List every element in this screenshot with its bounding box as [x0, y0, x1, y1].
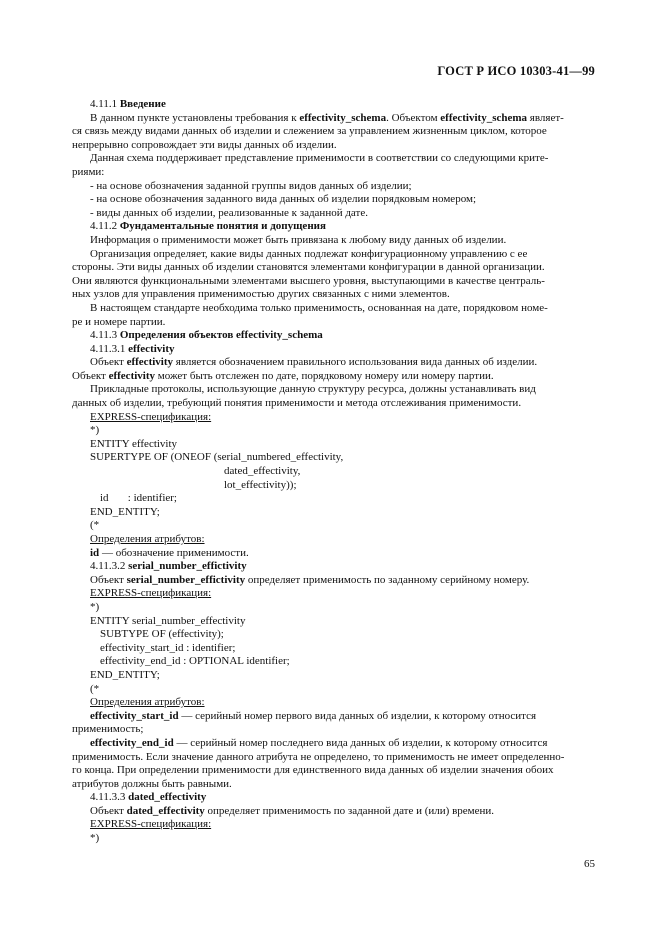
text-span: ре и номере партии.: [72, 315, 166, 328]
text-line: [72, 370, 598, 384]
text-span: риями:: [72, 165, 105, 178]
bold-term: Определения объектов effectivity_schema: [119, 329, 323, 342]
standard-designation-header: ГОСТ Р ИСО 10303-41—99: [437, 64, 595, 78]
text-line: [72, 805, 598, 819]
text-span: стороны. Эти виды данных об изделии становятся элементами конфигурации в данной организации.: [72, 261, 545, 274]
text-line: [72, 411, 598, 425]
text-line: [72, 655, 598, 669]
underlined-heading: EXPRESS-спецификация:: [90, 410, 212, 423]
text-line: [72, 98, 598, 112]
page-number: 65: [584, 858, 595, 870]
text-span: Они являются функциональными элементами высшего уровня, выступающими в качестве централь-: [72, 274, 545, 287]
bold-term: Введение: [119, 98, 166, 110]
underlined-heading: Определения атрибутов:: [90, 696, 205, 709]
text-line: [72, 234, 598, 248]
bold-term: effectivity: [128, 342, 175, 355]
text-line: [72, 343, 598, 357]
text-line: [72, 492, 598, 506]
text-line: [72, 152, 598, 166]
text-span: определяет применимость по заданной дате и (или) времени.: [204, 804, 495, 817]
text-line: [72, 628, 598, 642]
text-line: [72, 125, 598, 139]
text-span: непрерывно сопровождает эти виды данных об изделии.: [72, 138, 337, 151]
text-line: [72, 832, 598, 846]
text-line: [72, 764, 598, 778]
text-span: dated_effectivity,: [224, 465, 301, 478]
bold-term: dated_effectivity: [126, 804, 205, 817]
text-line: [72, 383, 598, 397]
text-span: Объект: [90, 573, 127, 586]
page-body-text: [72, 98, 598, 846]
text-span: END_ENTITY;: [90, 505, 160, 518]
text-line: [72, 574, 598, 588]
text-line: [72, 261, 598, 275]
text-span: 4.11.1: [90, 98, 120, 110]
text-line: [72, 220, 598, 234]
text-line: [72, 356, 598, 370]
text-line: [72, 615, 598, 629]
text-span: — обозначение применимости.: [99, 546, 249, 559]
text-line: [72, 438, 598, 452]
text-line: [72, 533, 598, 547]
bold-term: effectivity: [126, 356, 174, 369]
text-line: [72, 696, 598, 710]
text-span: - виды данных об изделии, реализованные к заданной дате.: [90, 206, 368, 219]
text-span: данных об изделии, требующий понятия применимости и метода отслеживания применимости.: [72, 397, 522, 410]
text-span: SUPERTYPE OF (ONEOF (serial_numbered_effectivity,: [90, 451, 344, 464]
text-span: Информация о применимости может быть привязана к любому виду данных об изделии.: [90, 233, 507, 246]
bold-term: effectivity_schema: [440, 111, 528, 124]
bold-term: id: [90, 546, 100, 559]
text-line: [72, 193, 598, 207]
text-span: ENTITY effectivity: [90, 437, 178, 450]
text-line: [72, 669, 598, 683]
text-span: В данном пункте установлены требования к: [90, 111, 300, 124]
text-line: [72, 479, 598, 493]
underlined-heading: EXPRESS-спецификация:: [90, 818, 212, 831]
text-line: [72, 465, 598, 479]
text-line: [72, 248, 598, 262]
text-span: Прикладные протоколы, использующие данную структуру ресурса, должны устанавливать вид: [90, 383, 536, 396]
text-span: lot_effectivity));: [224, 478, 297, 491]
text-line: [72, 329, 598, 343]
text-line: [72, 139, 598, 153]
text-line: [72, 316, 598, 330]
text-span: являет-: [527, 111, 564, 124]
text-span: 4.11.2: [90, 220, 120, 233]
text-span: effectivity_start_id : identifier;: [100, 641, 236, 654]
text-span: 4.11.3.3: [90, 791, 129, 804]
text-span: Данная схема поддерживает представление применимости в соответствии со следующими крите-: [90, 152, 549, 165]
text-span: может быть отслежен по дате, порядковому номеру или номеру партии.: [155, 369, 494, 382]
text-span: 4.11.3.1: [90, 342, 129, 355]
text-span: определяет применимость по заданному серийному номеру.: [245, 573, 530, 586]
text-span: (*: [90, 682, 100, 695]
text-span: го конца. При определении применимости для единственного вида данных об изделии значения обоих: [72, 764, 554, 777]
text-span: effectivity_end_id : OPTIONAL identifier;: [100, 655, 290, 668]
text-line: [72, 288, 598, 302]
text-span: - на основе обозначения заданной группы видов данных об изделии;: [90, 179, 412, 192]
bold-term: Фундаментальные понятия и допущения: [119, 220, 326, 233]
text-line: [72, 112, 598, 126]
text-span: 4.11.3.2: [90, 560, 129, 573]
text-span: является обозначением правильного использования вида данных об изделии.: [173, 356, 538, 369]
text-line: [72, 207, 598, 221]
text-span: *): [90, 600, 100, 613]
bold-term: dated_effectivity: [128, 791, 207, 804]
bold-term: serial_number_effictivity: [126, 573, 246, 586]
text-span: SUBTYPE OF (effectivity);: [100, 628, 224, 641]
text-line: [72, 683, 598, 697]
text-line: [72, 710, 598, 724]
text-line: [72, 547, 598, 561]
text-span: - на основе обозначения заданного вида данных об изделии порядковым номером;: [90, 193, 476, 206]
text-span: ся связь между видами данных об изделии и слежением за управлением жизненным циклом, которое: [72, 125, 547, 138]
text-span: атрибутов должны быть равными.: [72, 777, 232, 790]
text-line: [72, 451, 598, 465]
text-span: (*: [90, 519, 100, 532]
text-line: [72, 587, 598, 601]
text-line: [72, 506, 598, 520]
text-span: применимость;: [72, 723, 144, 736]
text-span: Объект: [90, 804, 127, 817]
text-span: . Объектом: [386, 111, 441, 124]
text-line: [72, 397, 598, 411]
bold-term: effectivity_end_id: [90, 736, 174, 749]
text-line: [72, 642, 598, 656]
text-span: Организация определяет, какие виды данных подлежат конфигурационному управлению с ее: [90, 247, 528, 260]
bold-term: effectivity: [108, 369, 156, 382]
text-span: ных узлов для управления применимостью других связанных с ними элементов.: [72, 288, 450, 301]
text-line: [72, 778, 598, 792]
text-line: [72, 519, 598, 533]
text-line: [72, 560, 598, 574]
text-span: END_ENTITY;: [90, 668, 160, 681]
text-line: [72, 601, 598, 615]
text-span: Объект: [72, 369, 109, 382]
text-line: [72, 791, 598, 805]
text-line: [72, 275, 598, 289]
text-span: применимость. Если значение данного атрибута не определено, то применимость не имеет определенно-: [72, 750, 565, 763]
text-span: ENTITY serial_number_effectivity: [90, 614, 246, 627]
text-line: [72, 737, 598, 751]
underlined-heading: Определения атрибутов:: [90, 533, 205, 545]
bold-term: effectivity_schema: [299, 111, 387, 124]
bold-term: serial_number_effictivity: [128, 560, 247, 573]
text-line: [72, 723, 598, 737]
text-span: *): [90, 832, 100, 845]
text-line: [72, 751, 598, 765]
underlined-heading: EXPRESS-спецификация:: [90, 587, 212, 600]
text-line: [72, 166, 598, 180]
text-span: — серийный номер первого вида данных об изделии, к которому относится: [178, 709, 537, 722]
bold-term: effectivity_start_id: [90, 709, 179, 722]
text-span: Объект: [90, 356, 127, 369]
text-span: 4.11.3: [90, 329, 120, 342]
text-line: [72, 180, 598, 194]
text-span: В настоящем стандарте необходима только применимость, основанная на дате, порядковом номе-: [90, 301, 548, 314]
text-span: *): [90, 424, 100, 437]
text-line: [72, 818, 598, 832]
text-line: [72, 302, 598, 316]
text-span: — серийный номер последнего вида данных об изделии, к которому относится: [173, 736, 548, 749]
text-span: id : identifier;: [100, 492, 177, 505]
text-line: [72, 424, 598, 438]
